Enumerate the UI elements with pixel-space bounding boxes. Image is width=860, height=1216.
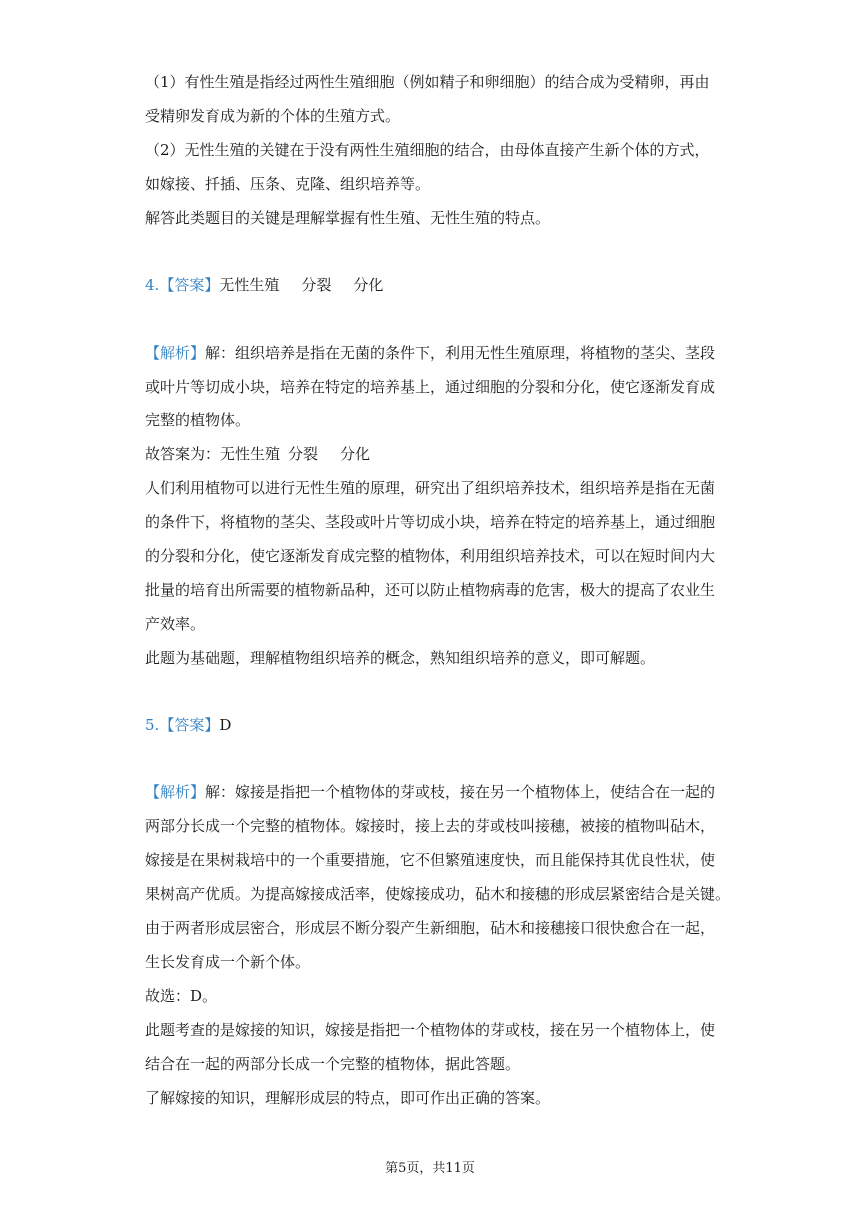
q5-analysis-line5: 由于两者形成层密合，形成层不断分裂产生新细胞，砧木和接穗接口很快愈合在一起， [145,919,716,937]
q5-analysis-line2: 两部分长成一个完整的植物体。嫁接时，接上去的芽或枝叫接穗，被接的植物叫砧木， [145,817,716,835]
q4-answer-part: 分裂 [301,276,332,294]
q4-answer-part: 分化 [353,276,384,294]
q4-analysis-text: 解：组织培养是指在无菌的条件下，利用无性生殖原理，将植物的茎尖、茎段 [205,344,716,362]
q5-analysis-tag: 【解析】 [145,783,206,801]
page-number: 第5页，共11页 [385,1161,475,1176]
q5-analysis-line4: 果树高产优质。为提高嫁接成活率，使嫁接成功，砧木和接穗的形成层紧密结合是关键。 [145,885,731,903]
q4-answer-tag: 【答案】 [159,276,220,294]
q4-analysis-line3: 完整的植物体。 [145,411,251,429]
q5-detail-line1: 此题考查的是嫁接的知识，嫁接是指把一个植物体的芽或枝，接在另一个植物体上，使 [145,1021,716,1039]
q5-answer-line [145,715,231,735]
q4-detail-line1: 人们利用植物可以进行无性生殖的原理，研究出了组织培养技术，组织培养是指在无菌 [145,479,716,497]
q5-answer: D [219,716,232,734]
q5-answer-tag: 【答案】 [159,716,220,734]
q4-summary: 此题为基础题，理解植物组织培养的概念，熟知组织培养的意义，即可解题。 [145,649,656,667]
q5-summary: 了解嫁接的知识，理解形成层的特点，即可作出正确的答案。 [145,1089,551,1107]
q5-analysis-line6: 生长发育成一个新个体。 [145,953,311,971]
q4-answer-part: 无性生殖 [219,276,280,294]
q4-number: 4. [145,276,160,294]
q4-final-part: 无性生殖 [220,445,281,463]
q4-detail-line3: 的分裂和分化，使它逐渐发育成完整的植物体，利用组织培养技术，可以在短时间内大 [145,547,716,565]
intro-p2-line1: （2）无性生殖的关键在于没有两性生殖细胞的结合，由母体直接产生新个体的方式， [145,141,710,159]
q4-analysis-line1 [145,343,715,363]
q4-answer-line [145,275,383,295]
q4-final-part: 分裂 [288,445,319,463]
q4-final-answer [145,444,370,464]
q4-detail-line4: 批量的培育出所需要的植物新品种，还可以防止植物病毒的危害，极大的提高了农业生 [145,581,716,599]
intro-p3: 解答此类题目的关键是理解掌握有性生殖、无性生殖的特点。 [145,209,551,227]
q5-analysis-line3: 嫁接是在果树栽培中的一个重要措施，它不但繁殖速度快，而且能保持其优良性状，使 [145,851,716,869]
q4-analysis-line2: 或叶片等切成小块，培养在特定的培养基上，通过细胞的分裂和分化，使它逐渐发育成 [145,378,716,396]
intro-p1-line2: 受精卵发育成为新的个体的生殖方式。 [145,107,401,125]
q4-final-part: 分化 [340,445,371,463]
intro-p2-line2: 如嫁接、扦插、压条、克隆、组织培养等。 [145,175,431,193]
q5-analysis-line1 [145,782,715,802]
q4-final-prefix: 故答案为： [145,445,221,463]
q4-analysis-tag: 【解析】 [145,344,206,362]
q5-analysis-text: 解：嫁接是指把一个植物体的芽或枝，接在另一个植物体上，使结合在一起的 [205,783,716,801]
q4-detail-line5: 产效率。 [145,615,206,633]
q5-choice: 故选：D。 [145,987,218,1005]
intro-p1-line1: （1）有性生殖是指经过两性生殖细胞（例如精子和卵细胞）的结合成为受精卵，再由 [145,73,710,91]
q5-detail-line2: 结合在一起的两部分长成一个完整的植物体，据此答题。 [145,1055,521,1073]
q4-detail-line2: 的条件下，将植物的茎尖、茎段或叶片等切成小块，培养在特定的培养基上，通过细胞 [145,513,716,531]
q5-number: 5. [145,716,160,734]
